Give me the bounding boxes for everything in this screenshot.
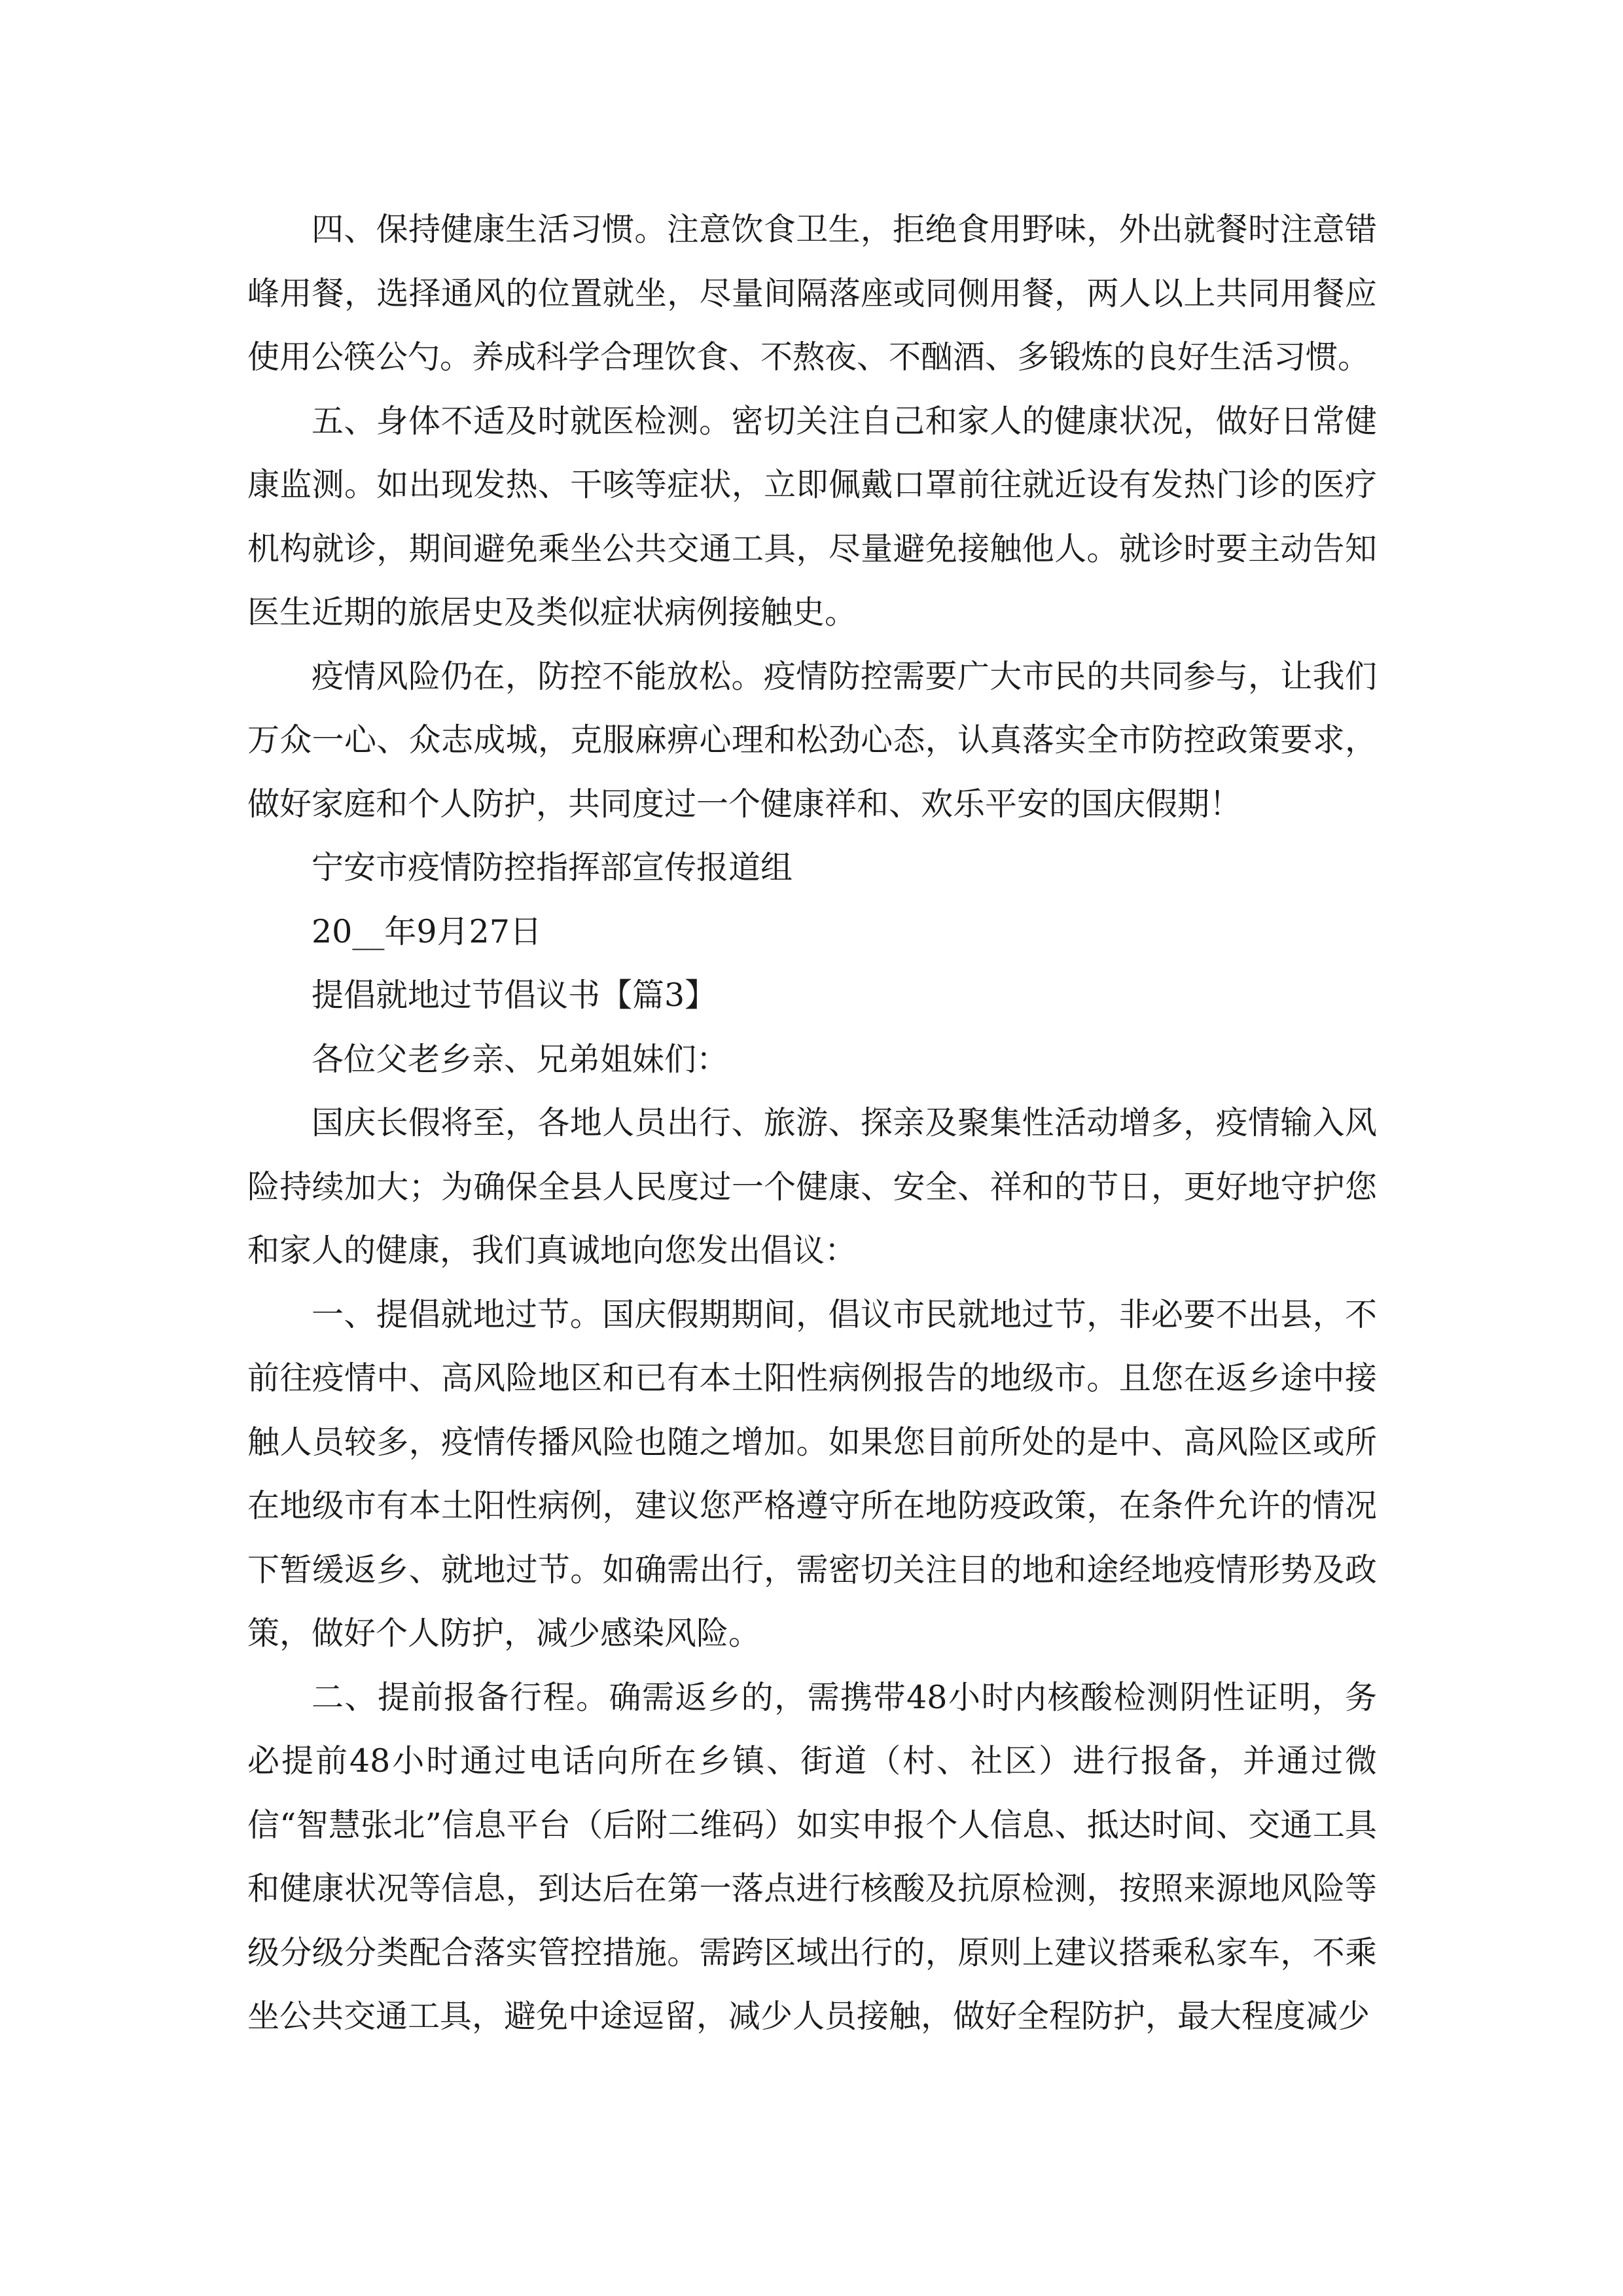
- signature-date: 20__年9月27日: [312, 912, 542, 950]
- paragraph-item-2: 二、提前报备行程。确需返乡的，需携带48小时内核酸检测阴性证明，务必提前48小时通过电话向所在乡镇、街道（村、社区）进行报备，并通过微信“智慧张北”信息平台（后附二维码）如实申报个人信息、抵达时间、交通工具和健康状况等信息，到达后在第一落点进行核酸及抗原检测，按照来源地风险等级分级分类配合落实管控措施。需跨区域出行的，原则上建议搭乘私家车，不乘坐公共交通工具，避免中途逗留，减少人员接触，做好全程防护，最大程度减少: [247, 1678, 1377, 2035]
- salutation: 各位父老乡亲、兄弟姐妹们：: [312, 1040, 729, 1078]
- paragraph-item-5: 五、身体不适及时就医检测。密切关注自己和家人的健康状况，做好日常健康监测。如出现发热、干咳等症状，立即佩戴口罩前往就近设有发热门诊的医疗机构就诊，期间避免乘坐公共交通工具，尽量避免接触他人。就诊时要主动告知医生近期的旅居史及类似症状病例接触史。: [247, 402, 1377, 631]
- paragraph-intro: 国庆长假将至，各地人员出行、旅游、探亲及聚集性活动增多，疫情输入风险持续加大；为确保全县人民度过一个健康、安全、祥和的节日，更好地守护您和家人的健康，我们真诚地向您发出倡议：: [247, 1104, 1377, 1269]
- paragraph-item-1: 一、提倡就地过节。国庆假期期间，倡议市民就地过节，非必要不出县，不前往疫情中、高风险地区和已有本土阳性病例报告的地级市。且您在返乡途中接触人员较多，疫情传播风险也随之增加。如果您目前所处的是中、高风险区或所在地级市有本土阳性病例，建议您严格遵守所在地防疫政策，在条件允许的情况下暂缓返乡、就地过节。如确需出行，需密切关注目的地和途经地疫情形势及政策，做好个人防护，减少感染风险。: [247, 1295, 1377, 1652]
- signature-organization: 宁安市疫情防控指挥部宣传报道组: [312, 849, 793, 886]
- paragraph-item-4: 四、保持健康生活习惯。注意饮食卫生，拒绝食用野味，外出就餐时注意错峰用餐，选择通风的位置就坐，尽量间隔落座或同侧用餐，两人以上共同用餐应使用公筷公勺。养成科学合理饮食、不熬夜、不酗酒、多锻炼的良好生活习惯。: [247, 211, 1377, 376]
- document-body: [247, 198, 1377, 2049]
- section-title: 提倡就地过节倡议书【篇3】: [312, 977, 717, 1014]
- paragraph-closing-appeal: 疫情风险仍在，防控不能放松。疫情防控需要广大市民的共同参与，让我们万众一心、众志成城，克服麻痹心理和松劲心态，认真落实全市防控政策要求，做好家庭和个人防护，共同度过一个健康祥和、欢乐平安的国庆假期！: [247, 657, 1377, 823]
